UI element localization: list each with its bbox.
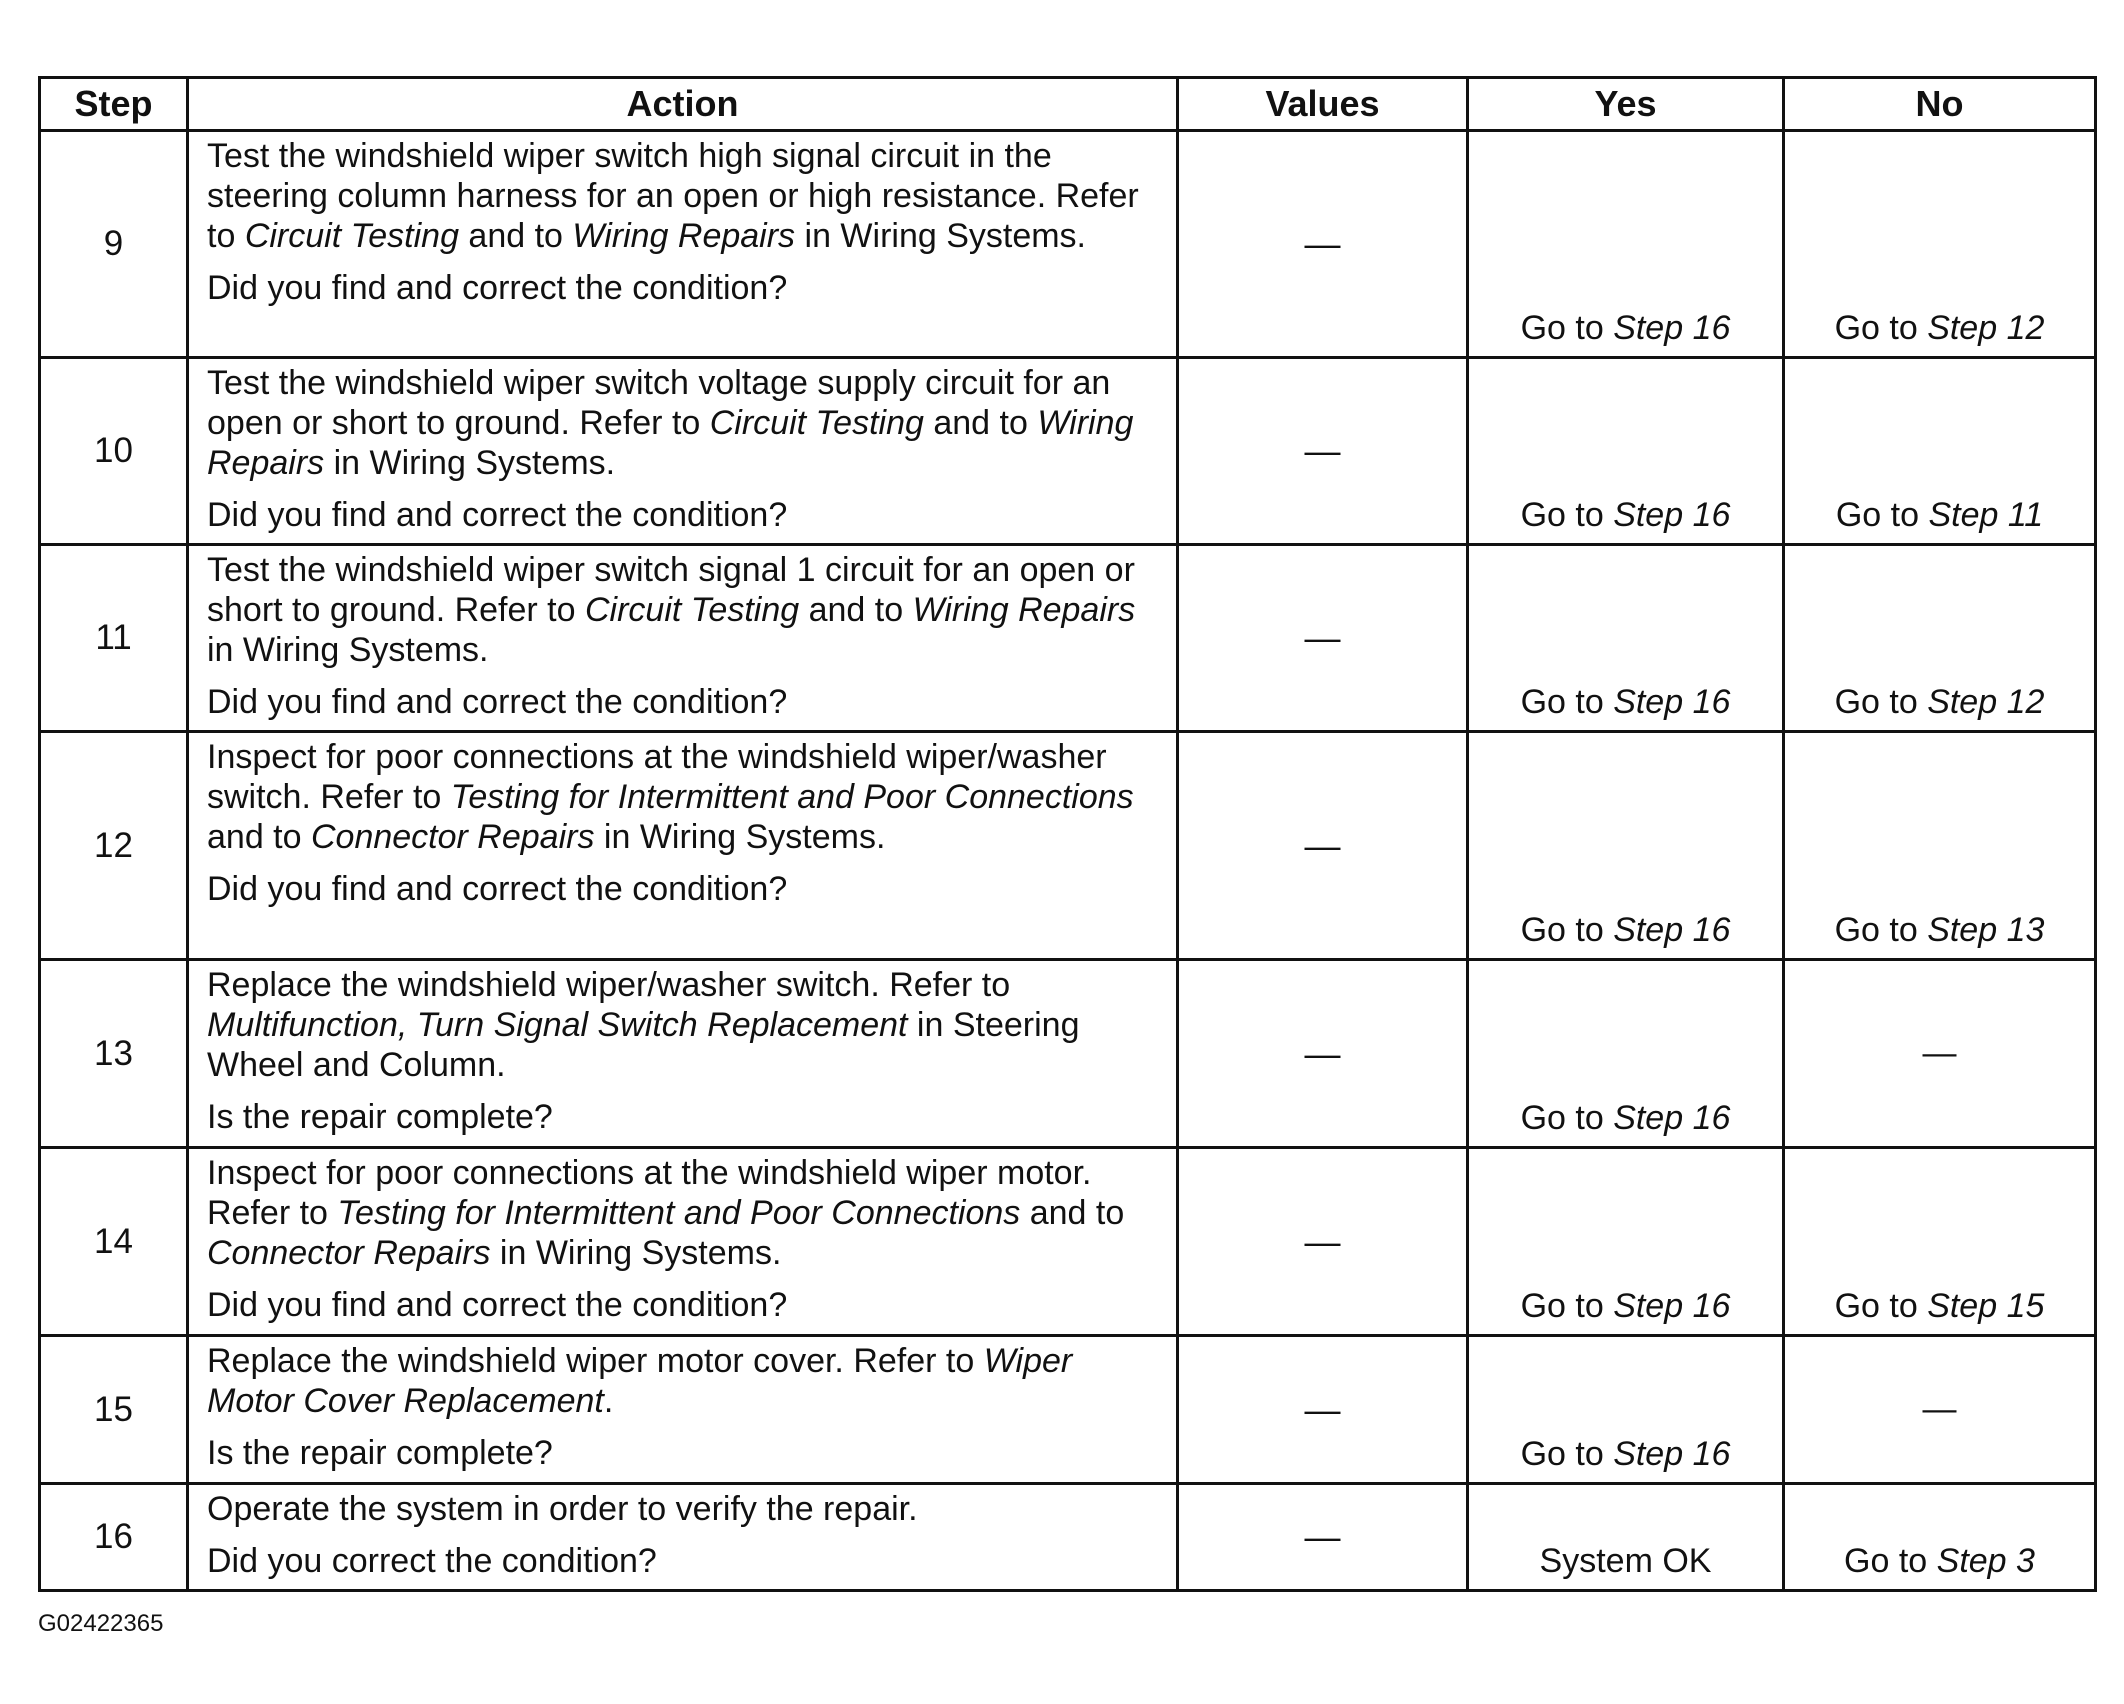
action-question: Is the repair complete? bbox=[207, 1098, 553, 1136]
values-cell: — bbox=[1178, 732, 1468, 960]
no-cell: Go to Step 15 bbox=[1784, 1148, 2096, 1336]
header-step: Step bbox=[40, 78, 188, 131]
yes-cell: Go to Step 16 bbox=[1468, 732, 1784, 960]
table-row bbox=[40, 358, 2096, 545]
no-cell: Go to Step 12 bbox=[1784, 131, 2096, 358]
yes-cell: Go to Step 16 bbox=[1468, 960, 1784, 1148]
yes-cell: Go to Step 16 bbox=[1468, 358, 1784, 545]
action-text: Replace the windshield wiper/washer switch. Refer to Multifunction, Turn Signal Switch Replacement in Steering Wheel and Column. bbox=[207, 966, 1080, 1084]
action-cell bbox=[188, 1336, 1178, 1484]
values-cell: — bbox=[1178, 358, 1468, 545]
header-yes: Yes bbox=[1468, 78, 1784, 131]
header-row bbox=[40, 78, 2096, 131]
table-row bbox=[40, 131, 2096, 358]
action-question: Did you find and correct the condition? bbox=[207, 269, 788, 307]
values-cell: — bbox=[1178, 960, 1468, 1148]
header-no: No bbox=[1784, 78, 2096, 131]
action-text: Inspect for poor connections at the windshield wiper motor. Refer to Testing for Intermittent and Poor Connections and to Connector Repairs in Wiring Systems. bbox=[207, 1154, 1125, 1272]
action-text: Test the windshield wiper switch high signal circuit in the steering column harness for an open or high resistance. Refer to Circuit Testing and to Wiring Repairs in Wiring Systems. bbox=[207, 137, 1139, 255]
values-cell: — bbox=[1178, 1148, 1468, 1336]
table-row bbox=[40, 1484, 2096, 1591]
action-cell bbox=[188, 732, 1178, 960]
step-number: 16 bbox=[40, 1484, 188, 1591]
action-question: Did you find and correct the condition? bbox=[207, 683, 788, 721]
no-cell: Go to Step 13 bbox=[1784, 732, 2096, 960]
step-number: 11 bbox=[40, 545, 188, 732]
table-row bbox=[40, 960, 2096, 1148]
yes-cell: Go to Step 16 bbox=[1468, 1148, 1784, 1336]
action-text: Inspect for poor connections at the windshield wiper/washer switch. Refer to Testing for Intermittent and Poor Connections and to Connector Repairs in Wiring Systems. bbox=[207, 738, 1134, 856]
yes-cell: Go to Step 16 bbox=[1468, 1336, 1784, 1484]
action-text: Test the windshield wiper switch signal 1 circuit for an open or short to ground. Refer to Circuit Testing and to Wiring Repairs in Wiring Systems. bbox=[207, 551, 1136, 669]
action-cell bbox=[188, 1148, 1178, 1336]
step-number: 12 bbox=[40, 732, 188, 960]
no-cell: — bbox=[1784, 1336, 2096, 1484]
values-cell: — bbox=[1178, 545, 1468, 732]
table-row bbox=[40, 1148, 2096, 1336]
values-cell: — bbox=[1178, 1484, 1468, 1591]
step-number: 13 bbox=[40, 960, 188, 1148]
table-row bbox=[40, 545, 2096, 732]
step-number: 14 bbox=[40, 1148, 188, 1336]
action-question: Did you find and correct the condition? bbox=[207, 870, 788, 908]
action-cell bbox=[188, 131, 1178, 358]
step-number: 10 bbox=[40, 358, 188, 545]
yes-cell: System OK bbox=[1468, 1484, 1784, 1591]
action-cell bbox=[188, 1484, 1178, 1591]
yes-cell: Go to Step 16 bbox=[1468, 131, 1784, 358]
no-cell: Go to Step 12 bbox=[1784, 545, 2096, 732]
action-question: Is the repair complete? bbox=[207, 1434, 553, 1472]
action-text: Replace the windshield wiper motor cover. Refer to Wiper Motor Cover Replacement. bbox=[207, 1342, 1073, 1420]
diagnostic-table bbox=[38, 76, 2097, 1592]
action-question: Did you find and correct the condition? bbox=[207, 1286, 788, 1324]
step-number: 9 bbox=[40, 131, 188, 358]
values-cell: — bbox=[1178, 1336, 1468, 1484]
values-cell: — bbox=[1178, 131, 1468, 358]
header-action: Action bbox=[188, 78, 1178, 131]
figure-id: G02422365 bbox=[38, 1610, 164, 1637]
step-number: 15 bbox=[40, 1336, 188, 1484]
action-text: Test the windshield wiper switch voltage supply circuit for an open or short to ground. Refer to Circuit Testing and to Wiring Repairs in Wiring Systems. bbox=[207, 364, 1134, 482]
header-values: Values bbox=[1178, 78, 1468, 131]
action-text: Operate the system in order to verify the repair. bbox=[207, 1490, 918, 1528]
no-cell: — bbox=[1784, 960, 2096, 1148]
table-row bbox=[40, 1336, 2096, 1484]
action-question: Did you find and correct the condition? bbox=[207, 496, 788, 534]
yes-cell: Go to Step 16 bbox=[1468, 545, 1784, 732]
table-row bbox=[40, 732, 2096, 960]
action-cell bbox=[188, 358, 1178, 545]
action-cell bbox=[188, 960, 1178, 1148]
no-cell: Go to Step 11 bbox=[1784, 358, 2096, 545]
no-cell: Go to Step 3 bbox=[1784, 1484, 2096, 1591]
action-question: Did you correct the condition? bbox=[207, 1542, 657, 1580]
action-cell bbox=[188, 545, 1178, 732]
